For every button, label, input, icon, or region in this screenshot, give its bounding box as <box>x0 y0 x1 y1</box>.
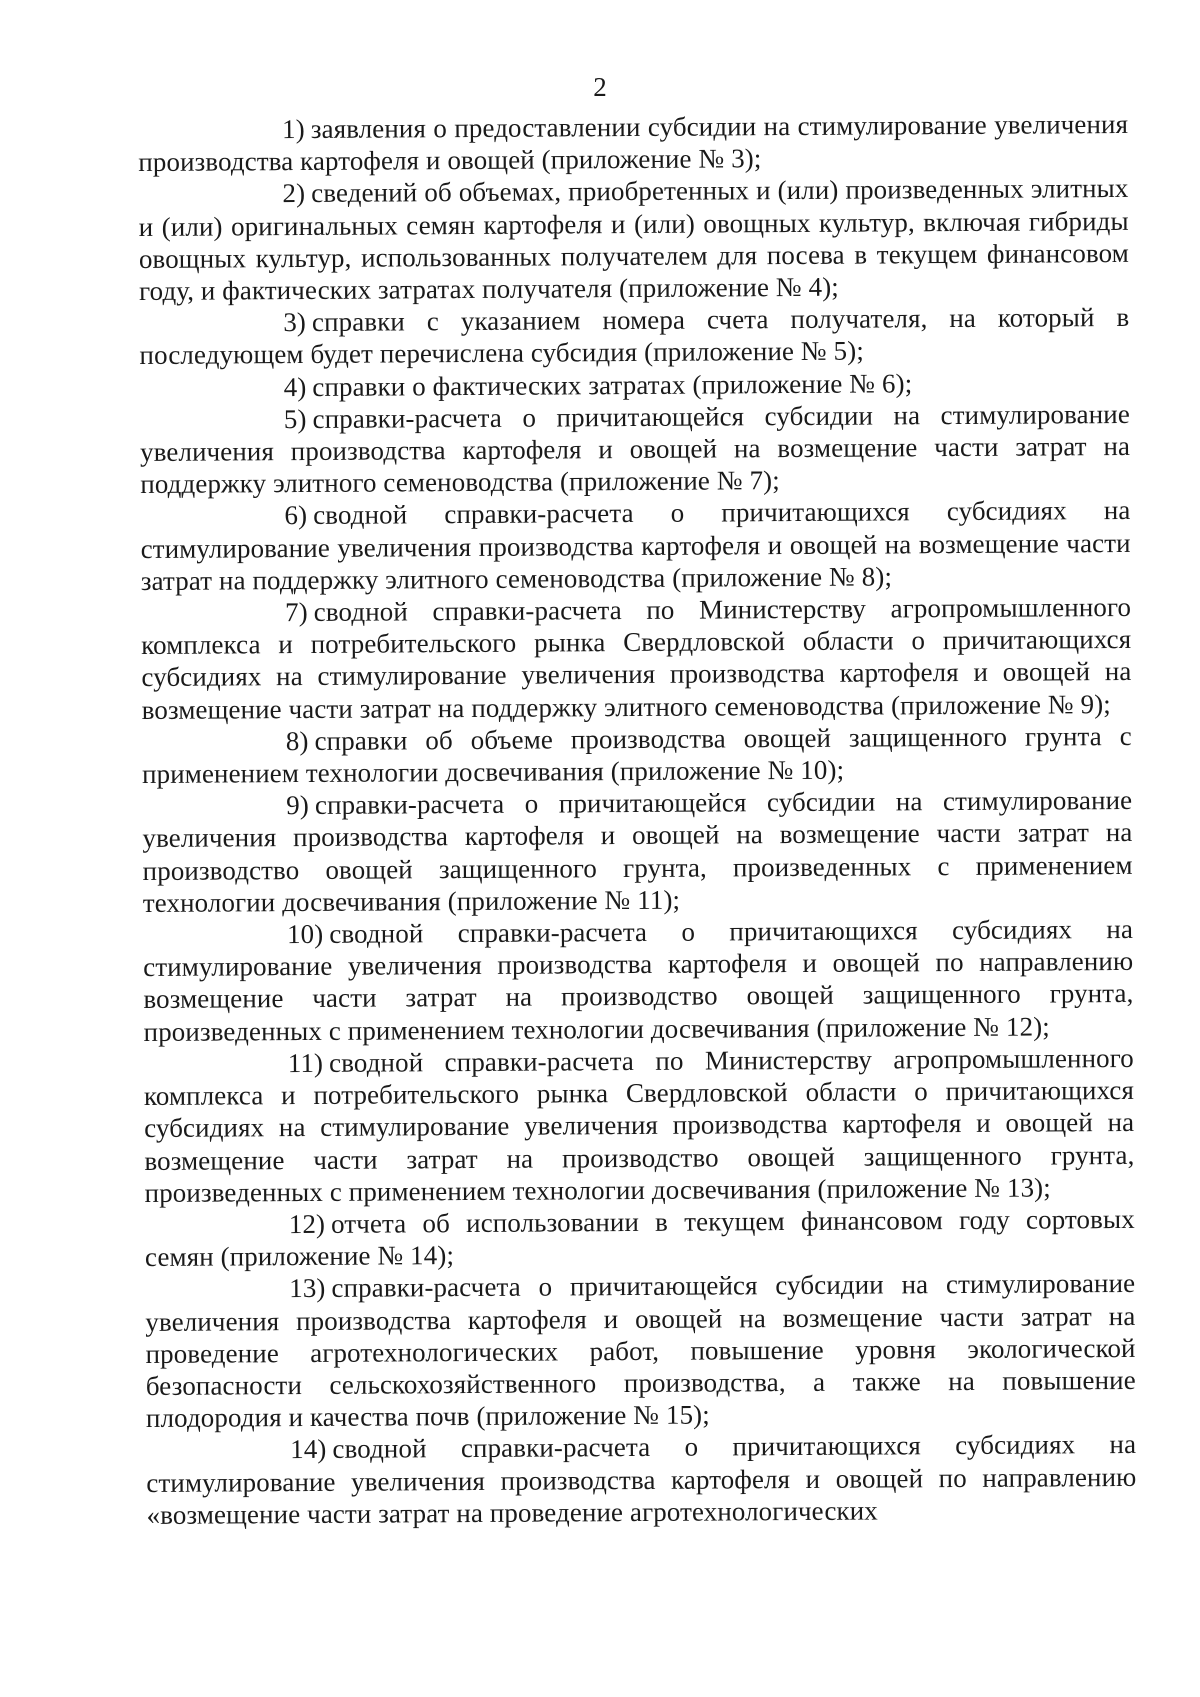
item-text: сводной справки-расчета о причитающихся субсидиях на стимулирование увеличения производства картофеля и овощей по направлению «возмещение части затрат на проведение агротехнологических <box>146 1429 1137 1530</box>
item-text: сводной справки-расчета о причитающихся субсидиях на стимулирование увеличения производства картофеля и овощей по направлению возмещение части затрат на производство овощей защищенного грунта, произведенных с применением технологии досвечивания (приложение № 12); <box>143 914 1134 1047</box>
list-item <box>145 1267 1136 1434</box>
item-text: справки-расчета о причитающейся субсидии на стимулирование увеличения производства картофеля и овощей на возмещение части затрат на поддержку элитного семеноводства (приложение № 7); <box>139 398 1131 500</box>
item-number: 5) <box>283 403 307 434</box>
list-item <box>140 494 1131 597</box>
item-number: 2) <box>282 178 306 209</box>
item-number: 11) <box>287 1047 324 1078</box>
item-text: сводной справки-расчета о причитающихся субсидиях на стимулирование увеличения производства картофеля и овощей на возмещение части затрат на поддержку элитного семеноводства (приложение № 8); <box>140 495 1131 596</box>
list-item <box>139 301 1129 371</box>
list-item <box>144 1042 1135 1209</box>
item-number: 12) <box>288 1208 326 1240</box>
list-item <box>141 591 1132 726</box>
item-text: справки-расчета о причитающейся субсидии на стимулирование увеличения производства картофеля и овощей на возмещение части затрат на производство овощей защищенного грунта, произведенных с применением технологии досвечивания (приложение № 11); <box>142 785 1133 918</box>
item-text: справки с указанием номера счета получателя, на который в последующем будет перечислена субсидия (приложение № 5); <box>139 302 1130 371</box>
item-number: 13) <box>289 1273 326 1304</box>
item-text: заявления о предоставлении субсидии на стимулирование увеличения производства картофеля и овощей (приложение № 3); <box>138 108 1129 178</box>
list-item <box>138 108 1128 178</box>
item-number: 3) <box>283 307 307 338</box>
item-text: сведений об объемах, приобретенных и (или) произведенных элитных и (или) оригинальных семян картофеля и (или) овощных культур, включая гибриды овощных культур, использованных получателем для посева в текущем финансовом году, и фактических затратах получателя (приложение № 4); <box>138 173 1129 307</box>
list-item <box>143 913 1134 1048</box>
item-text: справки-расчета о причитающейся субсидии на стимулирование увеличения производства картофеля и овощей на возмещение части затрат на проведение агротехнологических работ, повышение уровня экологической безопасности сельскохозяйственного производства, а также на повышение плодородия и качества почв (приложение № 15); <box>145 1268 1136 1434</box>
item-number: 6) <box>284 500 308 531</box>
list-item <box>140 398 1131 501</box>
item-number: 14) <box>290 1434 327 1465</box>
item-number: 7) <box>284 597 308 628</box>
list-item <box>138 172 1129 307</box>
list-item <box>142 720 1132 790</box>
item-text: отчета об использовании в текущем финансовом году сортовых семян (приложение № 14); <box>144 1203 1135 1273</box>
item-text: сводной справки-расчета по Министерству агропромышленного комплекса и потребительского рынка Свердловской области о причитающихся субсидиях на стимулирование увеличения производства картофеля и овощей на возмещение части затрат на поддержку элитного семеноводства (приложение № 9); <box>141 591 1132 725</box>
list-item <box>145 1203 1135 1273</box>
list-item <box>142 784 1133 919</box>
item-text: справки об объеме производства овощей защищенного грунта с применением технологии досвечивания (приложение № 10); <box>141 720 1132 790</box>
item-text: справки о фактических затратах (приложение № 6); <box>312 367 913 402</box>
item-number: 4) <box>283 371 307 402</box>
item-number: 1) <box>282 113 305 145</box>
page-number: 2 <box>593 72 607 102</box>
item-number: 8) <box>285 725 309 756</box>
document-body <box>138 108 1137 1531</box>
item-text: сводной справки-расчета по Министерству агропромышленного комплекса и потребительского рынка Свердловской области о причитающихся субсидиях на стимулирование увеличения производства картофеля и овощей на возмещение части затрат на производство овощей защищенного грунта, произведенных с применением технологии досвечивания (приложение № 13); <box>143 1042 1135 1208</box>
item-number: 9) <box>286 790 310 821</box>
list-item <box>146 1428 1137 1531</box>
item-number: 10) <box>286 918 324 950</box>
